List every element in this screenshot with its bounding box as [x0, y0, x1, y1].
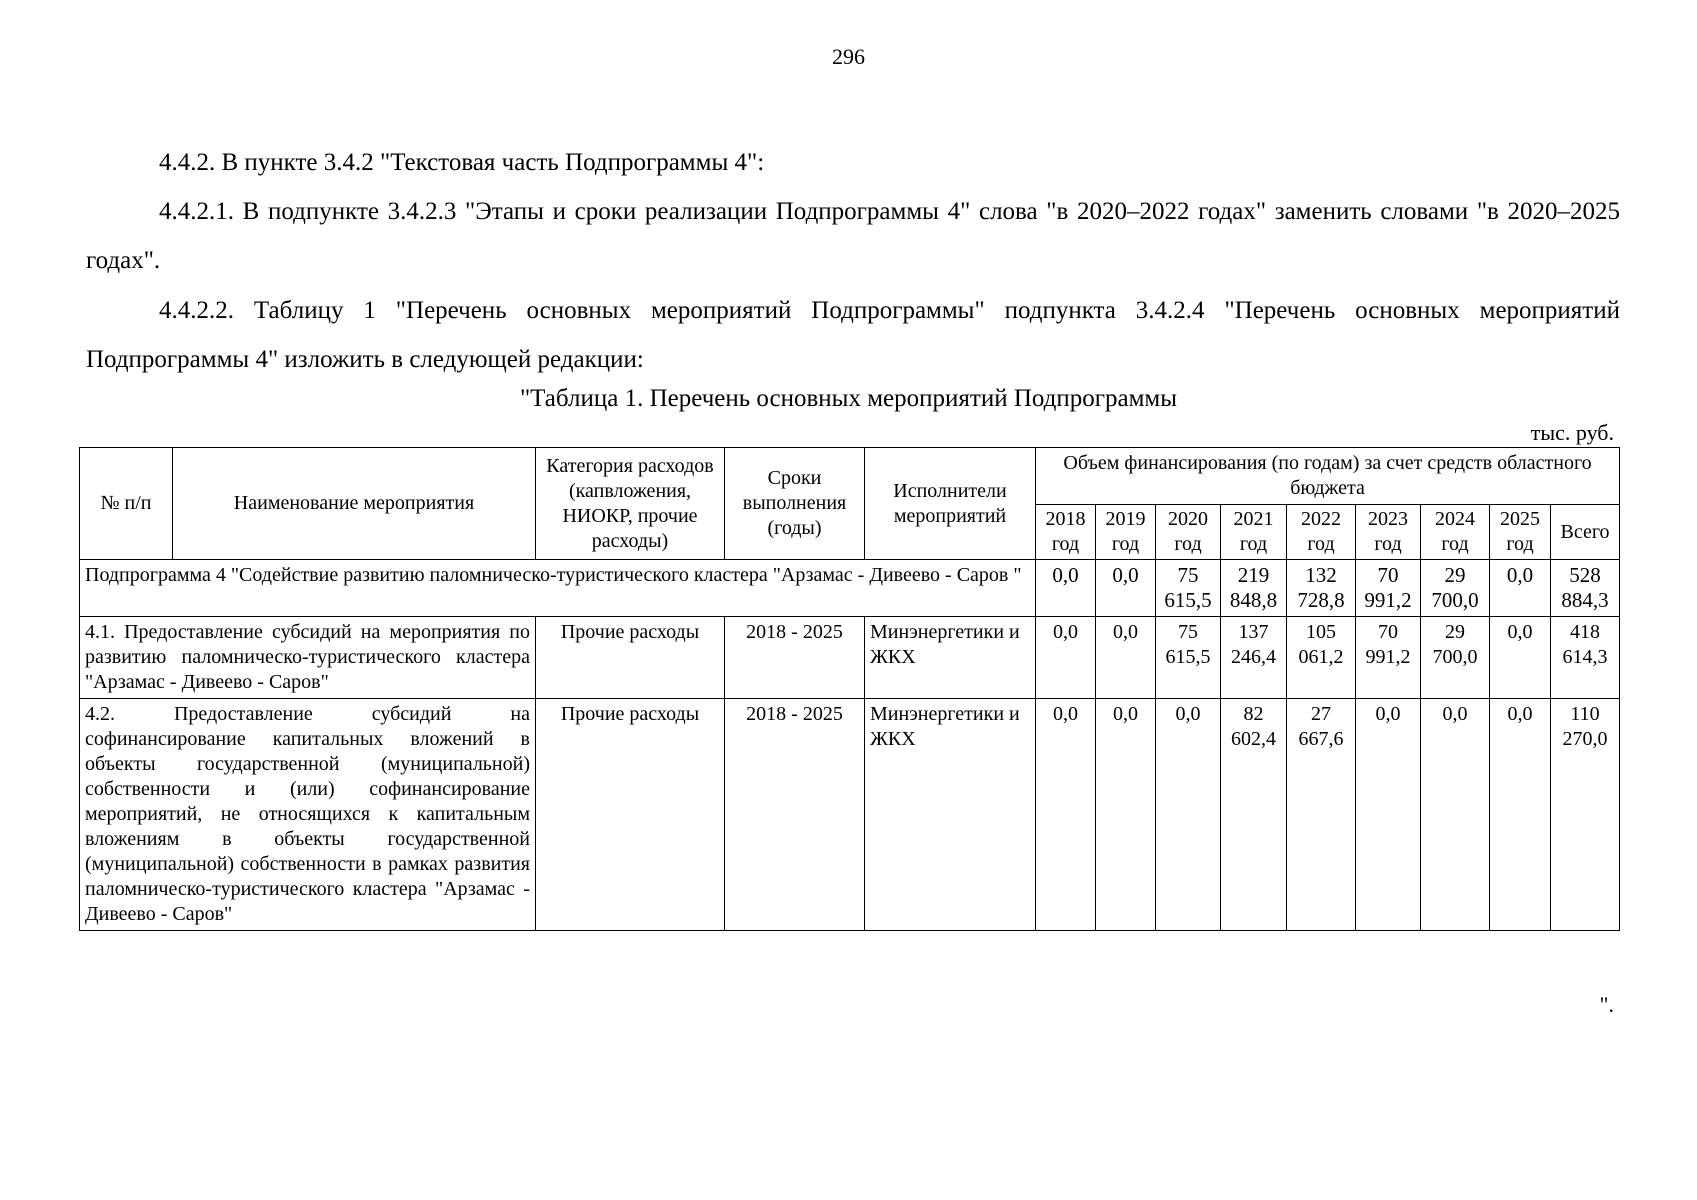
header-funding: Объем финансирования (по годам) за счет средств областного бюджета	[1036, 448, 1620, 505]
header-year-2023: 2023 год	[1356, 505, 1421, 560]
paragraph-text: 4.4.2.2. Таблицу 1 "Перечень основных мероприятий Подпрограммы" подпункта 3.4.2.4 "Перечень основных мероприятий Подпрограммы 4" изложить в следующей редакции:	[86, 297, 1620, 373]
value-cell: 29 700,0	[1421, 617, 1490, 699]
value-cell: 75 615,5	[1156, 560, 1221, 617]
value-cell: 0,0	[1490, 699, 1551, 931]
table-row	[80, 699, 1620, 931]
value-cell: 0,0	[1096, 560, 1156, 617]
value-cell: 0,0	[1156, 699, 1221, 931]
table-title: "Таблица 1. Перечень основных мероприятий Подпрограммы	[519, 385, 1178, 412]
subprogram-row	[80, 560, 1620, 617]
header-category: Категория расходов (капвложения, НИОКР, прочие расходы)	[536, 448, 725, 560]
paragraph-1	[86, 138, 1620, 187]
value-cell: 137 246,4	[1221, 617, 1287, 699]
value-cell: 70 991,2	[1356, 560, 1421, 617]
closing-quote-mark: ".	[1599, 992, 1614, 1017]
value-cell-total: 110 270,0	[1551, 699, 1620, 931]
table-row	[80, 617, 1620, 699]
header-year-2024: 2024 год	[1421, 505, 1490, 560]
subprogram-name: Подпрограмма 4 "Содействие развитию паломническо-туристического кластера "Арзамас - Дивеево - Саров "	[80, 560, 1036, 617]
value-cell: 0,0	[1096, 699, 1156, 931]
activity-name: 4.1. Предоставление субсидий на мероприятия по развитию паломническо-туристического кластера "Арзамас - Дивеево - Саров"	[80, 617, 536, 699]
value-cell: 219 848,8	[1221, 560, 1287, 617]
paragraph-2	[86, 187, 1620, 285]
header-row	[80, 448, 1620, 505]
activity-category: Прочие расходы	[536, 617, 725, 699]
value-cell: 0,0	[1490, 617, 1551, 699]
activity-term: 2018 - 2025	[725, 617, 865, 699]
header-year-2022: 2022 год	[1287, 505, 1356, 560]
activity-executor: Минэнергетики и ЖКХ	[865, 699, 1036, 931]
value-cell-total: 528 884,3	[1551, 560, 1620, 617]
value-cell: 0,0	[1036, 699, 1096, 931]
header-year-2020: 2020 год	[1156, 505, 1221, 560]
header-year-2019: 2019 год	[1096, 505, 1156, 560]
value-cell: 29 700,0	[1421, 560, 1490, 617]
value-cell: 105 061,2	[1287, 617, 1356, 699]
value-cell: 0,0	[1490, 560, 1551, 617]
header-executors: Исполнители мероприятий	[865, 448, 1036, 560]
page-number: 296	[832, 44, 865, 69]
activity-term: 2018 - 2025	[725, 699, 865, 931]
activity-category: Прочие расходы	[536, 699, 725, 931]
value-cell: 0,0	[1036, 560, 1096, 617]
value-cell: 70 991,2	[1356, 617, 1421, 699]
value-cell: 82 602,4	[1221, 699, 1287, 931]
header-num: № п/п	[80, 448, 173, 560]
value-cell-total: 418 614,3	[1551, 617, 1620, 699]
header-total: Всего	[1551, 505, 1620, 560]
value-cell: 132 728,8	[1287, 560, 1356, 617]
value-cell: 0,0	[1036, 617, 1096, 699]
paragraph-text: 4.4.2. В пункте 3.4.2 "Текстовая часть Подпрограммы 4":	[159, 149, 765, 176]
activity-executor: Минэнергетики и ЖКХ	[865, 617, 1036, 699]
paragraph-3	[86, 286, 1620, 384]
value-cell: 27 667,6	[1287, 699, 1356, 931]
value-cell: 0,0	[1356, 699, 1421, 931]
value-cell: 0,0	[1421, 699, 1490, 931]
paragraph-text: 4.4.2.1. В подпункте 3.4.2.3 "Этапы и сроки реализации Подпрограммы 4" слова "в 2020–2022 годах" заменить словами "в 2020–2025 годах".	[86, 198, 1620, 274]
header-year-2021: 2021 год	[1221, 505, 1287, 560]
value-cell: 75 615,5	[1156, 617, 1221, 699]
header-name: Наименование мероприятия	[173, 448, 536, 560]
activity-name: 4.2. Предоставление субсидий на софинансирование капитальных вложений в объекты государственной (муниципальной) собственности и (или) софинансирование мероприятий, не относящихся к капитальным вложениям в объекты государственной (муниципальной) собственности в рамках развития паломническо-туристического кластера "Арзамас - Дивеево - Саров"	[80, 699, 536, 931]
header-year-2025: 2025 год	[1490, 505, 1551, 560]
activities-table	[79, 447, 1620, 931]
units-label: тыс. руб.	[1530, 420, 1614, 445]
header-term: Сроки выполнения (годы)	[725, 448, 865, 560]
header-year-2018: 2018 год	[1036, 505, 1096, 560]
value-cell: 0,0	[1096, 617, 1156, 699]
